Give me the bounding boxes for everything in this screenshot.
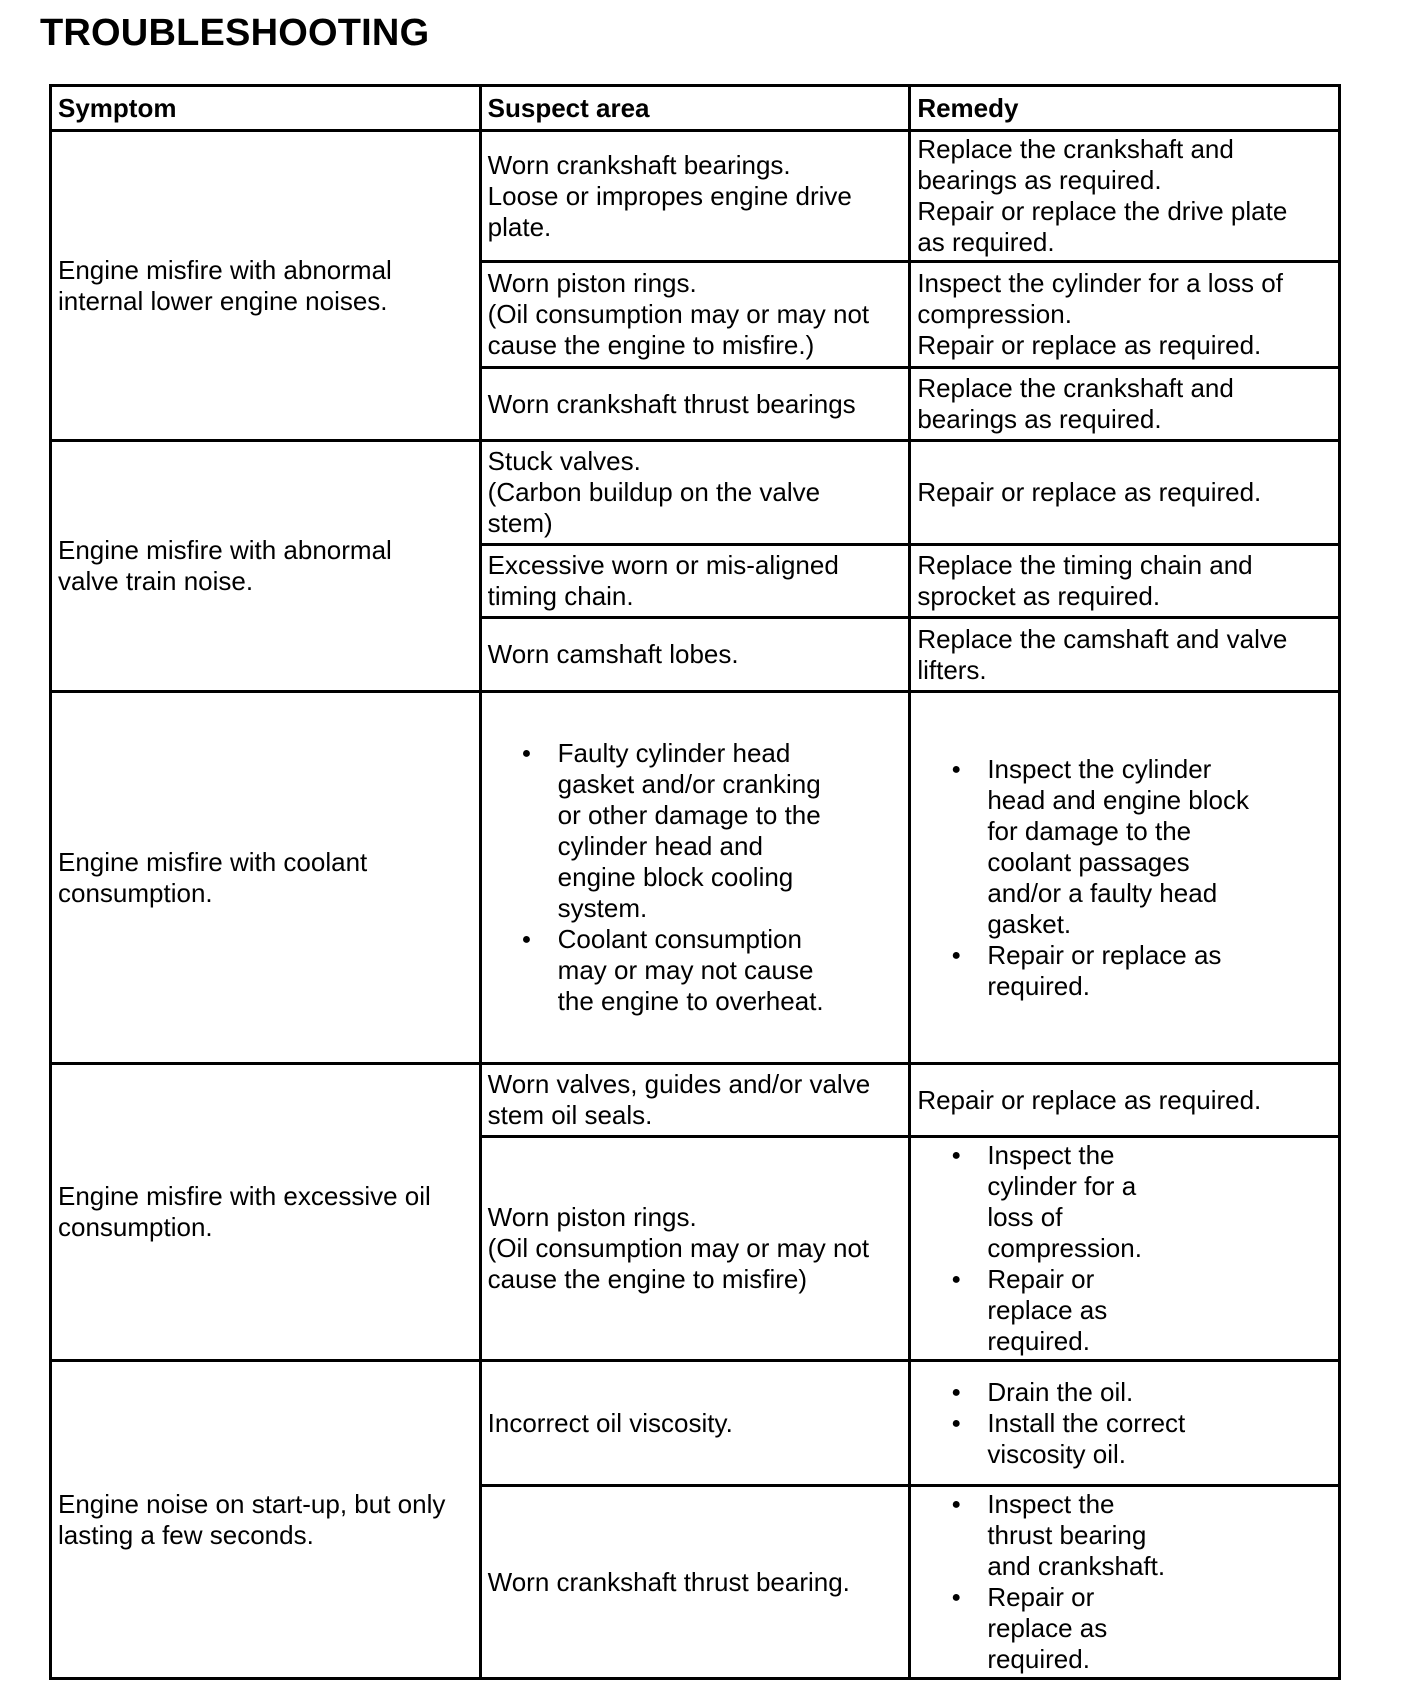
page-title: TROUBLESHOOTING — [40, 12, 430, 54]
remedy-cell — [910, 1361, 1340, 1486]
bullet-item: ● Repair or replace as required. — [987, 1264, 1182, 1357]
suspect-cell — [480, 368, 910, 441]
remedy-cell — [910, 1486, 1340, 1679]
symptom-cell — [51, 692, 481, 1064]
suspect-cell — [480, 1064, 910, 1137]
suspect-cell — [480, 545, 910, 618]
suspect-text: Excessive worn or mis-aligned — [487, 550, 839, 580]
symptom-cell — [51, 441, 481, 692]
table-row — [51, 131, 1340, 262]
symptom-cell — [51, 1361, 481, 1679]
suspect-text: Worn valves, guides and/or valve — [487, 1069, 871, 1099]
suspect-text: cause the engine to misfire.) — [487, 330, 815, 360]
suspect-cell — [480, 131, 910, 262]
table-row — [51, 441, 1340, 545]
remedy-text: Inspect the cylinder for a loss of — [917, 268, 1283, 298]
table-row — [51, 1064, 1340, 1137]
remedy-text: Repair or replace as required. — [917, 330, 1262, 360]
remedy-bullet-list — [917, 754, 1332, 1002]
symptom-text: Engine noise on start-up, but only — [58, 1488, 446, 1519]
remedy-cell — [910, 262, 1340, 368]
remedy-bullet-list — [917, 1377, 1332, 1470]
remedy-cell — [910, 131, 1340, 262]
remedy-bullet-list — [917, 1489, 1332, 1675]
remedy-text: Repair or replace as required. — [917, 1084, 1262, 1115]
remedy-text: as required. — [917, 227, 1055, 257]
suspect-text: (Oil consumption may or may not — [487, 299, 870, 329]
suspect-bullet-list — [488, 738, 903, 1017]
remedy-cell — [910, 618, 1340, 692]
suspect-cell — [480, 1486, 910, 1679]
suspect-text: Worn piston rings. — [487, 1202, 697, 1232]
suspect-text: Worn piston rings. — [487, 268, 697, 298]
suspect-text: Worn camshaft lobes. — [487, 639, 739, 669]
suspect-text: cause the engine to misfire) — [487, 1264, 808, 1294]
remedy-text: bearings as required. — [917, 404, 1162, 434]
suspect-text: Loose or impropes engine drive — [487, 180, 852, 211]
table-row — [51, 1361, 1340, 1486]
remedy-text: Replace the crankshaft and — [917, 134, 1234, 164]
symptom-cell — [51, 131, 481, 441]
symptom-header: Symptom — [51, 86, 481, 131]
remedy-cell — [910, 692, 1340, 1064]
symptom-text: lasting a few seconds. — [58, 1519, 314, 1550]
symptom-text: Engine misfire with excessive oil — [58, 1181, 431, 1211]
symptom-text: Engine misfire with abnormal — [58, 254, 392, 285]
suspect-area-header: Suspect area — [480, 86, 910, 131]
suspect-text: (Carbon buildup on the valve — [487, 477, 821, 507]
remedy-cell — [910, 441, 1340, 545]
suspect-text: plate. — [487, 211, 552, 242]
symptom-text: Engine misfire with abnormal — [58, 535, 392, 565]
remedy-bullet-list — [917, 1140, 1332, 1357]
remedy-text: Replace the camshaft and valve — [917, 623, 1288, 654]
bullet-item: ● Inspect the cylinder head and engine block for damage to the coolant passages and/or a faulty head gasket. — [987, 754, 1262, 940]
symptom-text: Engine misfire with coolant — [58, 846, 368, 877]
header-row — [51, 86, 1340, 131]
remedy-cell — [910, 1064, 1340, 1137]
symptom-text: valve train noise. — [58, 566, 254, 596]
suspect-text: Worn crankshaft bearings. — [487, 149, 791, 180]
remedy-text: Replace the crankshaft and — [917, 373, 1234, 403]
bullet-item: ● Inspect the thrust bearing and crankshaft. — [987, 1489, 1182, 1582]
suspect-text: Worn crankshaft thrust bearing. — [487, 1566, 850, 1597]
remedy-text: sprocket as required. — [917, 581, 1161, 611]
remedy-cell — [910, 545, 1340, 618]
remedy-text: Repair or replace the drive plate — [917, 196, 1288, 226]
bullet-item: ● Inspect the cylinder for a loss of compression. — [987, 1140, 1182, 1264]
suspect-cell — [480, 262, 910, 368]
suspect-text: stem) — [487, 508, 553, 538]
remedy-cell — [910, 368, 1340, 441]
bullet-item: ● Coolant consumption may or may not cause the engine to overheat. — [558, 924, 843, 1017]
remedy-text: lifters. — [917, 654, 987, 685]
suspect-cell — [480, 1137, 910, 1361]
suspect-cell — [480, 692, 910, 1064]
bullet-item: ● Repair or replace as required. — [987, 940, 1262, 1002]
suspect-text: Worn crankshaft thrust bearings — [487, 388, 856, 419]
remedy-cell — [910, 1137, 1340, 1361]
troubleshooting-table — [49, 84, 1341, 1680]
bullet-item: ● Repair or replace as required. — [987, 1582, 1182, 1675]
symptom-text: internal lower engine noises. — [58, 285, 388, 316]
suspect-cell — [480, 441, 910, 545]
remedy-header: Remedy — [910, 86, 1340, 131]
suspect-text: Stuck valves. — [487, 446, 641, 476]
remedy-text: bearings as required. — [917, 165, 1162, 195]
suspect-text: (Oil consumption may or may not — [487, 1233, 870, 1263]
bullet-item: ● Faulty cylinder head gasket and/or cranking or other damage to the cylinder head and engine block cooling system. — [558, 738, 843, 924]
symptom-text: consumption. — [58, 877, 213, 908]
suspect-text: Incorrect oil viscosity. — [487, 1407, 733, 1438]
remedy-text: Replace the timing chain and — [917, 550, 1253, 580]
suspect-text: timing chain. — [487, 581, 634, 611]
suspect-text: stem oil seals. — [487, 1100, 653, 1130]
symptom-cell — [51, 1064, 481, 1361]
bullet-item: ● Drain the oil. — [987, 1377, 1232, 1408]
remedy-text: Repair or replace as required. — [917, 477, 1262, 507]
bullet-item: ● Install the correct viscosity oil. — [987, 1408, 1232, 1470]
symptom-text: consumption. — [58, 1212, 213, 1242]
suspect-cell — [480, 1361, 910, 1486]
suspect-cell — [480, 618, 910, 692]
remedy-text: compression. — [917, 299, 1072, 329]
table-row — [51, 692, 1340, 1064]
